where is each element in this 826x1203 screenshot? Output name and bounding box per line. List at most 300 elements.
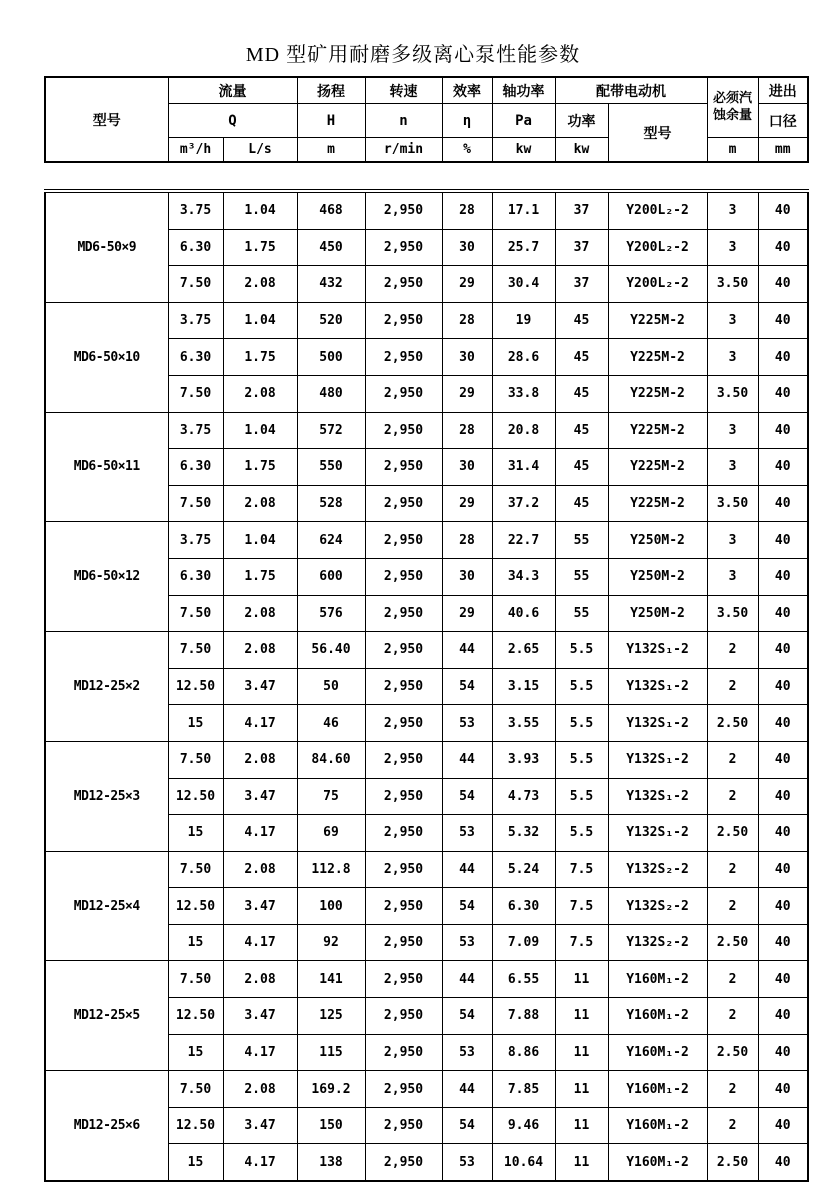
cell-port-mm: 40 (758, 449, 808, 486)
cell-flow-ls: 2.08 (223, 595, 297, 632)
cell-motor-model: Y225M-2 (608, 412, 707, 449)
cell-port-mm: 40 (758, 375, 808, 412)
cell-flow-m3h: 7.50 (168, 375, 223, 412)
cell-motor-model: Y225M-2 (608, 485, 707, 522)
cell-head-m: 46 (297, 705, 365, 742)
header-npsh-line2: 蚀余量 (712, 107, 752, 123)
cell-efficiency-pct: 30 (442, 229, 492, 266)
cell-motor-power-kw: 55 (555, 595, 608, 632)
cell-flow-ls: 1.04 (223, 302, 297, 339)
cell-flow-m3h: 3.75 (168, 412, 223, 449)
cell-flow-m3h: 12.50 (168, 998, 223, 1035)
cell-flow-ls: 1.75 (223, 558, 297, 595)
cell-motor-model: Y132S₁-2 (608, 778, 707, 815)
page (0, 38, 826, 1203)
cell-motor-power-kw: 11 (555, 1034, 608, 1071)
header-shaft-power-symbol: Pa (492, 104, 555, 138)
cell-flow-m3h: 3.75 (168, 302, 223, 339)
cell-shaft-power-kw: 6.30 (492, 888, 555, 925)
header-motor-power-unit: kw (555, 138, 608, 163)
cell-efficiency-pct: 30 (442, 449, 492, 486)
cell-head-m: 150 (297, 1107, 365, 1144)
cell-flow-m3h: 15 (168, 924, 223, 961)
cell-efficiency-pct: 29 (442, 485, 492, 522)
cell-port-mm: 40 (758, 705, 808, 742)
cell-motor-model: Y160M₁-2 (608, 1071, 707, 1108)
cell-motor-power-kw: 5.5 (555, 632, 608, 669)
cell-head-m: 115 (297, 1034, 365, 1071)
cell-port-mm: 40 (758, 924, 808, 961)
cell-efficiency-pct: 53 (442, 924, 492, 961)
cell-motor-power-kw: 37 (555, 229, 608, 266)
cell-efficiency-pct: 53 (442, 1144, 492, 1181)
cell-efficiency-pct: 44 (442, 851, 492, 888)
cell-port-mm: 40 (758, 1107, 808, 1144)
cell-efficiency-pct: 44 (442, 632, 492, 669)
cell-shaft-power-kw: 33.8 (492, 375, 555, 412)
cell-head-m: 100 (297, 888, 365, 925)
header-port-line1: 进出 (758, 77, 808, 104)
cell-motor-model: Y132S₂-2 (608, 851, 707, 888)
cell-efficiency-pct: 28 (442, 412, 492, 449)
cell-port-mm: 40 (758, 339, 808, 376)
cell-speed-rpm: 2,950 (365, 302, 442, 339)
cell-flow-ls: 3.47 (223, 778, 297, 815)
cell-speed-rpm: 2,950 (365, 485, 442, 522)
cell-flow-ls: 4.17 (223, 815, 297, 852)
header-npsh-unit: m (707, 138, 758, 163)
cell-speed-rpm: 2,950 (365, 998, 442, 1035)
header-npsh (707, 77, 758, 138)
header-speed-symbol: n (365, 104, 442, 138)
cell-head-m: 500 (297, 339, 365, 376)
cell-head-m: 528 (297, 485, 365, 522)
cell-efficiency-pct: 54 (442, 668, 492, 705)
cell-npsh-m: 3 (707, 522, 758, 559)
cell-npsh-m: 3.50 (707, 266, 758, 303)
pump-model-cell: MD6-50×11 (45, 412, 168, 522)
cell-shaft-power-kw: 31.4 (492, 449, 555, 486)
cell-flow-ls: 2.08 (223, 741, 297, 778)
cell-speed-rpm: 2,950 (365, 522, 442, 559)
cell-flow-ls: 1.75 (223, 229, 297, 266)
cell-npsh-m: 3 (707, 558, 758, 595)
header-motor-model: 型号 (608, 104, 707, 163)
header-port-unit: mm (758, 138, 808, 163)
cell-flow-m3h: 15 (168, 1034, 223, 1071)
cell-port-mm: 40 (758, 998, 808, 1035)
cell-flow-m3h: 7.50 (168, 851, 223, 888)
cell-motor-power-kw: 5.5 (555, 815, 608, 852)
cell-head-m: 480 (297, 375, 365, 412)
header-row-labels (45, 77, 808, 104)
cell-port-mm: 40 (758, 191, 808, 229)
cell-port-mm: 40 (758, 778, 808, 815)
cell-efficiency-pct: 54 (442, 1107, 492, 1144)
cell-flow-ls: 3.47 (223, 888, 297, 925)
cell-flow-m3h: 7.50 (168, 485, 223, 522)
cell-port-mm: 40 (758, 558, 808, 595)
cell-npsh-m: 2.50 (707, 705, 758, 742)
cell-npsh-m: 2.50 (707, 1034, 758, 1071)
cell-port-mm: 40 (758, 632, 808, 669)
cell-speed-rpm: 2,950 (365, 1144, 442, 1181)
performance-table (44, 189, 809, 1182)
cell-head-m: 576 (297, 595, 365, 632)
cell-flow-m3h: 7.50 (168, 632, 223, 669)
cell-npsh-m: 3 (707, 412, 758, 449)
cell-shaft-power-kw: 3.93 (492, 741, 555, 778)
cell-flow-ls: 4.17 (223, 1144, 297, 1181)
cell-motor-power-kw: 45 (555, 339, 608, 376)
table-row (45, 851, 808, 888)
header-shaft-power: 轴功率 (492, 77, 555, 104)
table-row (45, 302, 808, 339)
cell-npsh-m: 3.50 (707, 595, 758, 632)
cell-shaft-power-kw: 3.55 (492, 705, 555, 742)
cell-port-mm: 40 (758, 1034, 808, 1071)
cell-flow-m3h: 7.50 (168, 595, 223, 632)
cell-motor-model: Y132S₁-2 (608, 632, 707, 669)
cell-npsh-m: 3 (707, 339, 758, 376)
cell-head-m: 141 (297, 961, 365, 998)
cell-motor-power-kw: 5.5 (555, 778, 608, 815)
cell-shaft-power-kw: 19 (492, 302, 555, 339)
cell-head-m: 138 (297, 1144, 365, 1181)
cell-head-m: 75 (297, 778, 365, 815)
header-efficiency: 效率 (442, 77, 492, 104)
cell-port-mm: 40 (758, 1071, 808, 1108)
cell-flow-m3h: 7.50 (168, 741, 223, 778)
cell-npsh-m: 3.50 (707, 375, 758, 412)
cell-port-mm: 40 (758, 302, 808, 339)
cell-flow-ls: 1.75 (223, 339, 297, 376)
cell-port-mm: 40 (758, 851, 808, 888)
cell-speed-rpm: 2,950 (365, 705, 442, 742)
cell-head-m: 450 (297, 229, 365, 266)
cell-motor-model: Y225M-2 (608, 449, 707, 486)
cell-head-m: 432 (297, 266, 365, 303)
cell-speed-rpm: 2,950 (365, 851, 442, 888)
cell-speed-rpm: 2,950 (365, 266, 442, 303)
cell-flow-m3h: 6.30 (168, 339, 223, 376)
cell-motor-power-kw: 45 (555, 449, 608, 486)
cell-motor-model: Y225M-2 (608, 302, 707, 339)
cell-motor-power-kw: 11 (555, 1071, 608, 1108)
table-row (45, 191, 808, 229)
cell-motor-model: Y160M₁-2 (608, 1034, 707, 1071)
cell-flow-m3h: 7.50 (168, 266, 223, 303)
cell-speed-rpm: 2,950 (365, 668, 442, 705)
cell-shaft-power-kw: 4.73 (492, 778, 555, 815)
cell-flow-ls: 2.08 (223, 961, 297, 998)
cell-efficiency-pct: 28 (442, 302, 492, 339)
cell-npsh-m: 3.50 (707, 485, 758, 522)
cell-motor-power-kw: 45 (555, 375, 608, 412)
cell-shaft-power-kw: 10.64 (492, 1144, 555, 1181)
cell-speed-rpm: 2,950 (365, 1071, 442, 1108)
cell-shaft-power-kw: 7.88 (492, 998, 555, 1035)
header-motor: 配带电动机 (555, 77, 707, 104)
cell-flow-m3h: 3.75 (168, 522, 223, 559)
cell-speed-rpm: 2,950 (365, 595, 442, 632)
header-npsh-line1: 必须汽 (712, 91, 752, 107)
cell-motor-model: Y200L₂-2 (608, 191, 707, 229)
cell-port-mm: 40 (758, 266, 808, 303)
cell-flow-m3h: 3.75 (168, 191, 223, 229)
cell-flow-m3h: 15 (168, 1144, 223, 1181)
cell-shaft-power-kw: 2.65 (492, 632, 555, 669)
header-motor-power: 功率 (555, 104, 608, 138)
cell-speed-rpm: 2,950 (365, 1034, 442, 1071)
cell-efficiency-pct: 53 (442, 815, 492, 852)
pump-model-cell: MD12-25×5 (45, 961, 168, 1071)
cell-shaft-power-kw: 5.24 (492, 851, 555, 888)
cell-head-m: 84.60 (297, 741, 365, 778)
header-pump-model: 型号 (45, 77, 168, 162)
cell-motor-model: Y132S₁-2 (608, 741, 707, 778)
cell-flow-m3h: 7.50 (168, 961, 223, 998)
cell-npsh-m: 2 (707, 961, 758, 998)
cell-efficiency-pct: 29 (442, 595, 492, 632)
cell-efficiency-pct: 54 (442, 998, 492, 1035)
cell-head-m: 50 (297, 668, 365, 705)
cell-motor-model: Y250M-2 (608, 558, 707, 595)
cell-npsh-m: 2 (707, 632, 758, 669)
table-row (45, 412, 808, 449)
cell-flow-ls: 3.47 (223, 998, 297, 1035)
cell-head-m: 572 (297, 412, 365, 449)
cell-motor-power-kw: 45 (555, 485, 608, 522)
cell-flow-ls: 4.17 (223, 924, 297, 961)
cell-head-m: 550 (297, 449, 365, 486)
cell-speed-rpm: 2,950 (365, 778, 442, 815)
cell-port-mm: 40 (758, 1144, 808, 1181)
page-title: MD 型矿用耐磨多级离心泵性能参数 (245, 44, 581, 66)
cell-flow-m3h: 6.30 (168, 229, 223, 266)
cell-shaft-power-kw: 3.15 (492, 668, 555, 705)
cell-speed-rpm: 2,950 (365, 961, 442, 998)
cell-flow-m3h: 6.30 (168, 558, 223, 595)
cell-flow-m3h: 6.30 (168, 449, 223, 486)
header-flow-unit-ls: L/s (223, 138, 297, 163)
cell-port-mm: 40 (758, 815, 808, 852)
cell-motor-power-kw: 11 (555, 1144, 608, 1181)
cell-shaft-power-kw: 17.1 (492, 191, 555, 229)
cell-port-mm: 40 (758, 485, 808, 522)
cell-port-mm: 40 (758, 522, 808, 559)
cell-flow-ls: 3.47 (223, 1107, 297, 1144)
cell-motor-power-kw: 5.5 (555, 741, 608, 778)
cell-head-m: 169.2 (297, 1071, 365, 1108)
table-row (45, 741, 808, 778)
cell-flow-ls: 2.08 (223, 1071, 297, 1108)
cell-motor-model: Y132S₁-2 (608, 705, 707, 742)
cell-npsh-m: 2.50 (707, 815, 758, 852)
header-flow-unit-m3h: m³/h (168, 138, 223, 163)
cell-flow-ls: 3.47 (223, 668, 297, 705)
pump-model-cell: MD12-25×6 (45, 1071, 168, 1181)
cell-npsh-m: 3 (707, 191, 758, 229)
cell-motor-power-kw: 55 (555, 558, 608, 595)
cell-flow-ls: 2.08 (223, 266, 297, 303)
cell-speed-rpm: 2,950 (365, 229, 442, 266)
cell-flow-ls: 2.08 (223, 485, 297, 522)
cell-motor-power-kw: 5.5 (555, 668, 608, 705)
header-speed-unit: r/min (365, 138, 442, 163)
pump-model-cell: MD12-25×4 (45, 851, 168, 961)
cell-motor-model: Y132S₂-2 (608, 888, 707, 925)
cell-shaft-power-kw: 20.8 (492, 412, 555, 449)
cell-motor-model: Y225M-2 (608, 375, 707, 412)
cell-head-m: 56.40 (297, 632, 365, 669)
cell-efficiency-pct: 53 (442, 705, 492, 742)
cell-efficiency-pct: 28 (442, 522, 492, 559)
cell-efficiency-pct: 44 (442, 741, 492, 778)
cell-speed-rpm: 2,950 (365, 815, 442, 852)
cell-motor-model: Y250M-2 (608, 522, 707, 559)
cell-shaft-power-kw: 8.86 (492, 1034, 555, 1071)
cell-motor-power-kw: 7.5 (555, 851, 608, 888)
cell-npsh-m: 2.50 (707, 1144, 758, 1181)
table-row (45, 632, 808, 669)
cell-npsh-m: 2 (707, 778, 758, 815)
cell-motor-power-kw: 45 (555, 302, 608, 339)
cell-motor-model: Y225M-2 (608, 339, 707, 376)
cell-npsh-m: 2 (707, 888, 758, 925)
cell-head-m: 112.8 (297, 851, 365, 888)
cell-head-m: 92 (297, 924, 365, 961)
header-shaft-power-unit: kw (492, 138, 555, 163)
cell-speed-rpm: 2,950 (365, 632, 442, 669)
cell-flow-ls: 1.04 (223, 522, 297, 559)
cell-port-mm: 40 (758, 668, 808, 705)
cell-shaft-power-kw: 7.85 (492, 1071, 555, 1108)
table-row (45, 961, 808, 998)
cell-speed-rpm: 2,950 (365, 412, 442, 449)
header-speed: 转速 (365, 77, 442, 104)
cell-efficiency-pct: 44 (442, 961, 492, 998)
cell-motor-power-kw: 11 (555, 961, 608, 998)
cell-shaft-power-kw: 37.2 (492, 485, 555, 522)
header-efficiency-unit: % (442, 138, 492, 163)
cell-speed-rpm: 2,950 (365, 375, 442, 412)
cell-speed-rpm: 2,950 (365, 1107, 442, 1144)
cell-motor-model: Y160M₁-2 (608, 1107, 707, 1144)
header-flow: 流量 (168, 77, 297, 104)
cell-motor-power-kw: 37 (555, 191, 608, 229)
pump-model-cell: MD12-25×3 (45, 741, 168, 851)
cell-efficiency-pct: 54 (442, 888, 492, 925)
cell-shaft-power-kw: 25.7 (492, 229, 555, 266)
cell-flow-ls: 1.04 (223, 412, 297, 449)
cell-efficiency-pct: 30 (442, 558, 492, 595)
cell-efficiency-pct: 54 (442, 778, 492, 815)
pump-model-cell: MD12-25×2 (45, 632, 168, 742)
cell-head-m: 624 (297, 522, 365, 559)
cell-flow-m3h: 15 (168, 705, 223, 742)
cell-npsh-m: 2 (707, 741, 758, 778)
cell-efficiency-pct: 29 (442, 266, 492, 303)
cell-flow-m3h: 12.50 (168, 668, 223, 705)
cell-motor-power-kw: 45 (555, 412, 608, 449)
cell-motor-power-kw: 7.5 (555, 924, 608, 961)
cell-efficiency-pct: 29 (442, 375, 492, 412)
cell-npsh-m: 2 (707, 851, 758, 888)
cell-head-m: 69 (297, 815, 365, 852)
cell-motor-power-kw: 37 (555, 266, 608, 303)
cell-motor-model: Y200L₂-2 (608, 266, 707, 303)
cell-shaft-power-kw: 34.3 (492, 558, 555, 595)
cell-speed-rpm: 2,950 (365, 741, 442, 778)
cell-motor-model: Y132S₁-2 (608, 668, 707, 705)
cell-head-m: 468 (297, 191, 365, 229)
cell-port-mm: 40 (758, 595, 808, 632)
cell-port-mm: 40 (758, 888, 808, 925)
cell-port-mm: 40 (758, 741, 808, 778)
cell-head-m: 600 (297, 558, 365, 595)
cell-motor-model: Y132S₂-2 (608, 924, 707, 961)
cell-npsh-m: 2 (707, 1071, 758, 1108)
header-head-symbol: H (297, 104, 365, 138)
cell-motor-model: Y200L₂-2 (608, 229, 707, 266)
cell-shaft-power-kw: 28.6 (492, 339, 555, 376)
header-flow-symbol: Q (168, 104, 297, 138)
cell-shaft-power-kw: 22.7 (492, 522, 555, 559)
cell-flow-m3h: 12.50 (168, 1107, 223, 1144)
cell-npsh-m: 3 (707, 229, 758, 266)
table-header (44, 76, 809, 163)
cell-shaft-power-kw: 6.55 (492, 961, 555, 998)
table-row (45, 522, 808, 559)
cell-flow-m3h: 12.50 (168, 778, 223, 815)
cell-motor-model: Y160M₁-2 (608, 1144, 707, 1181)
cell-shaft-power-kw: 40.6 (492, 595, 555, 632)
cell-motor-model: Y160M₁-2 (608, 998, 707, 1035)
cell-speed-rpm: 2,950 (365, 888, 442, 925)
cell-efficiency-pct: 53 (442, 1034, 492, 1071)
cell-port-mm: 40 (758, 961, 808, 998)
cell-shaft-power-kw: 30.4 (492, 266, 555, 303)
cell-npsh-m: 2 (707, 998, 758, 1035)
cell-motor-model: Y250M-2 (608, 595, 707, 632)
cell-efficiency-pct: 28 (442, 191, 492, 229)
header-efficiency-symbol: η (442, 104, 492, 138)
cell-flow-ls: 4.17 (223, 1034, 297, 1071)
cell-flow-ls: 2.08 (223, 375, 297, 412)
cell-npsh-m: 2 (707, 1107, 758, 1144)
cell-flow-ls: 2.08 (223, 851, 297, 888)
cell-shaft-power-kw: 5.32 (492, 815, 555, 852)
cell-flow-m3h: 12.50 (168, 888, 223, 925)
cell-motor-power-kw: 11 (555, 998, 608, 1035)
cell-motor-power-kw: 55 (555, 522, 608, 559)
header-head: 扬程 (297, 77, 365, 104)
table-row (45, 1071, 808, 1108)
cell-flow-ls: 1.75 (223, 449, 297, 486)
cell-motor-power-kw: 7.5 (555, 888, 608, 925)
header-head-unit: m (297, 138, 365, 163)
cell-shaft-power-kw: 7.09 (492, 924, 555, 961)
cell-head-m: 125 (297, 998, 365, 1035)
cell-npsh-m: 2 (707, 668, 758, 705)
cell-speed-rpm: 2,950 (365, 924, 442, 961)
cell-flow-ls: 2.08 (223, 632, 297, 669)
pump-model-cell: MD6-50×10 (45, 302, 168, 412)
cell-speed-rpm: 2,950 (365, 558, 442, 595)
cell-motor-model: Y132S₁-2 (608, 815, 707, 852)
cell-npsh-m: 3 (707, 302, 758, 339)
